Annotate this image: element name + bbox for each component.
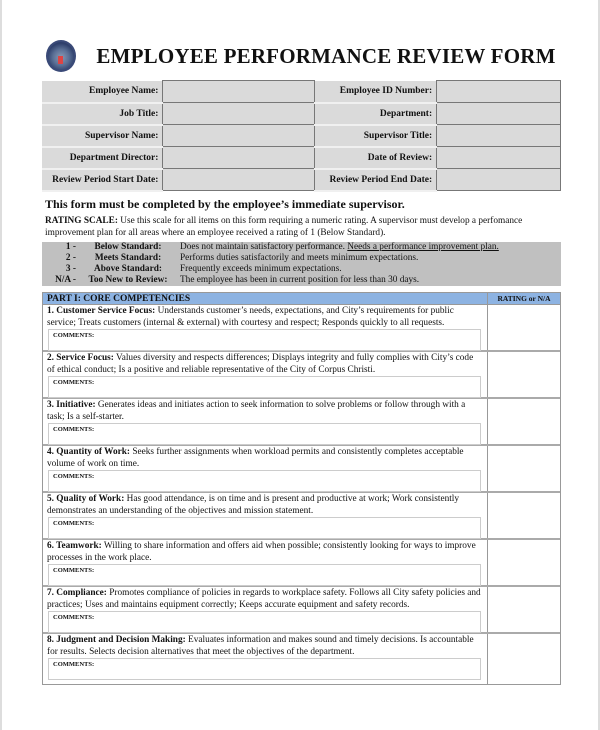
field-input[interactable] — [437, 103, 561, 125]
rating-description: Does not maintain satisfactory performance. Needs a performance improvement plan. — [180, 242, 499, 252]
rating-scale-description: Use this scale for all items on this form requiring a numeric rating. A supervisor must develop a perfomance improvement plan for all areas where an employee received a rating of 1 (Below Standard). — [45, 216, 523, 238]
field-input[interactable] — [163, 125, 315, 147]
field-input[interactable] — [163, 103, 315, 125]
competency-description: Generates ideas and initiates action to seek information to solve problems or follow through with a task; Is a self-starter. — [47, 400, 466, 422]
section-header: PART I: CORE COMPETENCIES — [47, 294, 191, 304]
competency-row — [43, 493, 560, 540]
rating-input[interactable] — [487, 540, 560, 585]
competency-title: 6. Teamwork: — [47, 541, 102, 551]
field-input[interactable] — [163, 147, 315, 169]
rating-label: Below Standard: — [94, 242, 162, 252]
competency-title: 7. Compliance: — [47, 588, 107, 598]
employee-info-table — [42, 80, 561, 192]
rating-input[interactable] — [487, 634, 560, 684]
competency-row — [43, 305, 560, 352]
field-input[interactable] — [437, 147, 561, 169]
rating-input[interactable] — [487, 587, 560, 632]
comments-field[interactable] — [48, 658, 481, 680]
rating-number: 1 - — [65, 242, 76, 252]
competency-description: Willing to share information and offers aid when possible; consistently looking for ways to improve processes in the work place. — [47, 541, 476, 563]
comments-field[interactable] — [48, 564, 481, 586]
competency-title: 3. Initiative: — [47, 400, 96, 410]
comments-label: COMMENTS: — [53, 379, 95, 386]
rating-scale-row — [42, 242, 561, 253]
field-label: Job Title: — [42, 103, 163, 125]
field-label: Employee ID Number: — [315, 81, 437, 103]
field-input[interactable] — [437, 169, 561, 191]
comments-label: COMMENTS: — [53, 426, 95, 433]
rating-label: Above Standard: — [94, 264, 162, 274]
comments-label: COMMENTS: — [53, 473, 95, 480]
rating-input[interactable] — [487, 352, 560, 397]
form-title: EMPLOYEE PERFORMANCE REVIEW FORM — [96, 44, 556, 68]
rating-scale-label: RATING SCALE: — [45, 216, 118, 226]
rating-description: Frequently exceeds minimum expectations. — [180, 264, 342, 274]
comments-label: COMMENTS: — [53, 661, 95, 668]
field-label: Department: — [315, 103, 437, 125]
field-label: Employee Name: — [42, 81, 163, 103]
competency-row — [43, 399, 560, 446]
rating-input[interactable] — [487, 399, 560, 444]
rating-number: 3 - — [65, 264, 76, 274]
rating-number: 2 - — [65, 253, 76, 263]
competency-row — [43, 587, 560, 634]
comments-field[interactable] — [48, 611, 481, 633]
comments-label: COMMENTS: — [53, 567, 95, 574]
competency-row — [43, 634, 560, 684]
competency-title: 4. Quantity of Work: — [47, 447, 130, 457]
comments-field[interactable] — [48, 517, 481, 539]
rating-input[interactable] — [487, 446, 560, 491]
competency-description: Understands customer’s needs, expectations, and City’s requirements for public service; Treats customers (internal & external) with courtesy and respect; Responds quickly to all requests. — [47, 306, 454, 328]
comments-label: COMMENTS: — [53, 614, 95, 621]
rating-label: Too New to Review: — [88, 275, 168, 285]
rating-input[interactable] — [487, 493, 560, 538]
comments-field[interactable] — [48, 423, 481, 445]
field-label: Review Period Start Date: — [42, 169, 163, 191]
competency-row — [43, 352, 560, 399]
rating-column-header: RATING or N/A — [487, 293, 560, 304]
supervisor-note: This form must be completed by the employee’s immediate supervisor. — [45, 197, 405, 211]
field-label: Review Period End Date: — [315, 169, 437, 191]
field-input[interactable] — [437, 81, 561, 103]
field-input[interactable] — [163, 81, 315, 103]
competency-description: Promotes compliance of policies in regards to workplace safety. Follows all City safety policies and practices; Uses and maintains equipment correctly; Keeps accurate equipment and safety records. — [47, 588, 481, 610]
field-input[interactable] — [437, 125, 561, 147]
competency-row — [43, 446, 560, 493]
rating-input[interactable] — [487, 305, 560, 350]
rating-description: Performs duties satisfactorily and meets minimum expectations. — [180, 253, 419, 263]
field-label: Date of Review: — [315, 147, 437, 169]
competency-description: Evaluates information and makes sound and timely decisions. Is accountable for results. Selects decision alternatives that meet the objectives of the department. — [47, 635, 474, 657]
competency-row — [43, 540, 560, 587]
page-edge-left — [0, 0, 2, 730]
comments-label: COMMENTS: — [53, 520, 95, 527]
competency-title: 5. Quality of Work: — [47, 494, 125, 504]
rating-scale-text — [45, 215, 560, 239]
rating-description: The employee has been in current position for less than 30 days. — [180, 275, 420, 285]
competency-title: 8. Judgment and Decision Making: — [47, 635, 186, 645]
rating-scale-row — [42, 275, 561, 286]
field-input[interactable] — [163, 169, 315, 191]
comments-field[interactable] — [48, 470, 481, 492]
rating-scale-row — [42, 264, 561, 275]
competency-description: Seeks further assignments when workload permits and consistently completes acceptable volume of work on time. — [47, 447, 464, 469]
rating-scale-table — [42, 242, 561, 286]
field-label: Supervisor Name: — [42, 125, 163, 147]
field-label: Department Director: — [42, 147, 163, 169]
comments-field[interactable] — [48, 376, 481, 398]
field-label: Supervisor Title: — [315, 125, 437, 147]
rating-label: Meets Standard: — [94, 253, 162, 263]
rating-number: N/A - — [55, 275, 76, 285]
competency-title: 2. Service Focus: — [47, 353, 114, 363]
comments-field[interactable] — [48, 329, 481, 351]
competency-description: Has good attendance, is on time and is present and productive at work; Work consistently demonstrates an understanding of the objectives and mission statement. — [47, 494, 460, 516]
comments-label: COMMENTS: — [53, 332, 95, 339]
competency-title: 1. Customer Service Focus: — [47, 306, 156, 316]
rating-scale-row — [42, 253, 561, 264]
competency-description: Values diversity and respects differences; Displays integrity and fully complies with City’s code of ethical conduct; Is a positive and reliable representative of the City of Corpus Christi. — [47, 353, 474, 375]
core-competencies-table — [42, 292, 561, 685]
